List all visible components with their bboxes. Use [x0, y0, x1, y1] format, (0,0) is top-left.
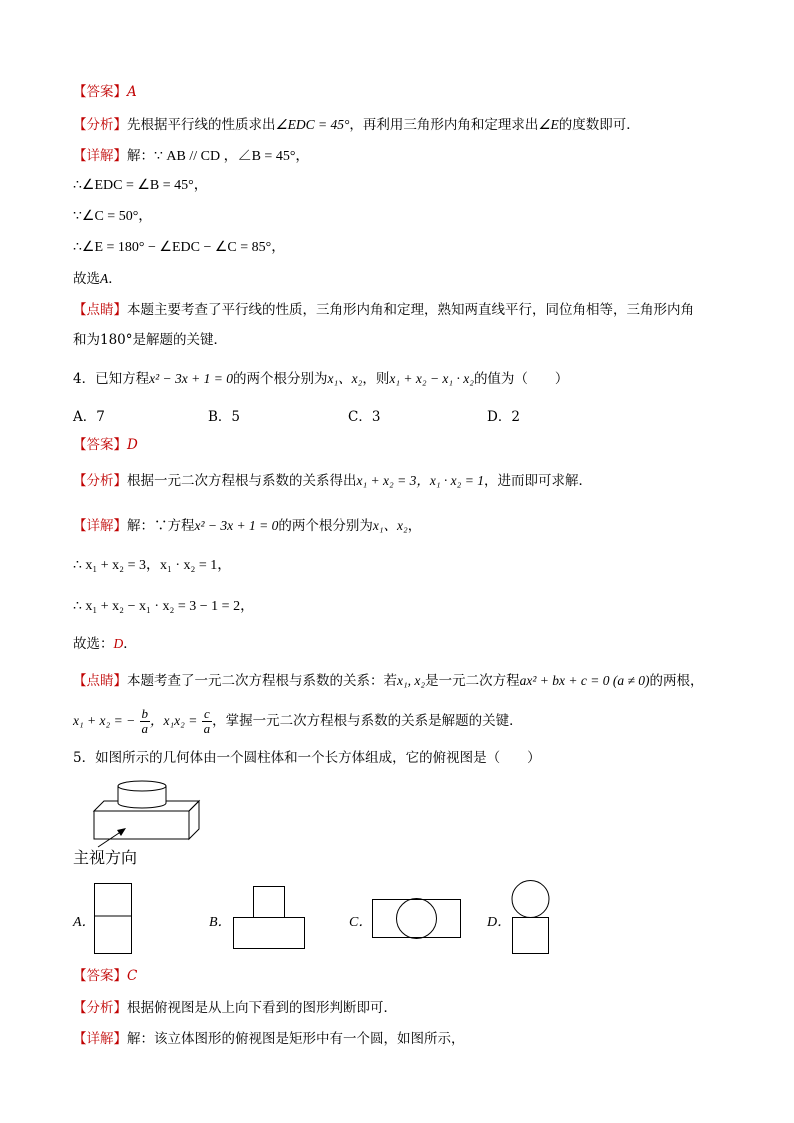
q5-option-a-figure: [92, 882, 134, 956]
analysis-tag: 【分析】: [73, 473, 127, 489]
lower-rectangle: [234, 918, 305, 949]
detail-equation: x² − 3x + 1 = 0: [194, 518, 279, 533]
answer-value: A: [127, 84, 137, 100]
choose-end: ．: [108, 271, 122, 287]
q5-option-a-label: A．: [73, 915, 96, 930]
detail-roots: x₁、x₂: [372, 518, 408, 533]
detail-text: 解：∵方程: [127, 518, 195, 534]
outer-rectangle: [373, 900, 461, 938]
comment-tag: 【点睛】: [73, 302, 127, 318]
analysis-tag: 【分析】: [73, 117, 127, 133]
q3-step-2: ∵∠C = 50°，: [73, 209, 153, 224]
upper-square: [254, 887, 285, 918]
analysis-text: 先根据平行线的性质求出: [127, 117, 276, 133]
analysis-text: 根据俯视图是从上向下看到的图形判断即可．: [127, 1000, 397, 1016]
detail-formula: ∵ AB // CD ，∠B = 45°，: [154, 149, 310, 164]
vieta-sum: x₁ + x₂ = −: [73, 713, 136, 728]
q4-detail-line: [73, 517, 421, 535]
q4-answer-line: [73, 436, 138, 454]
answer-value: C: [127, 968, 138, 984]
q5-option-b-figure: [231, 885, 307, 951]
detail-lead: 解：: [127, 148, 154, 164]
solid-figure: [90, 776, 210, 848]
comment-text: 本题考查了一元二次方程根与系数的关系：若: [127, 673, 397, 689]
outer-rectangle: [95, 884, 132, 954]
q4-step-1: ∴ x₁ + x₂ = 3，x₁ · x₂ = 1，: [73, 558, 232, 573]
answer-value: D: [127, 437, 138, 453]
fraction-denominator: a: [203, 721, 211, 736]
q3-analysis-line: [73, 116, 640, 134]
cylinder-top: [118, 781, 166, 791]
q5-stem: 5．如图所示的几何体由一个圆柱体和一个长方体组成，它的俯视图是（ ）: [73, 750, 541, 766]
q4-option-c: C．3: [348, 409, 381, 425]
q4-comment-formula-line: [73, 706, 523, 736]
analysis-text: ，再利用三角形内角和定理求出: [349, 117, 539, 133]
analysis-tag: 【分析】: [73, 1000, 127, 1016]
comment-equation: ax² + bx + c = 0 (a ≠ 0): [519, 673, 650, 688]
detail-tag: 【详解】: [73, 518, 127, 534]
q4-option-d: D．2: [487, 409, 520, 425]
comment-text: 的两根，: [649, 673, 704, 689]
analysis-text: 根据一元二次方程根与系数的关系得出: [127, 473, 357, 489]
stem-text: 4．已知方程: [73, 371, 150, 387]
fraction-b-over-a: [140, 707, 151, 736]
analysis-formula: ∠EDC = 45°: [275, 117, 350, 132]
fraction-c-over-a: [202, 707, 213, 736]
inner-circle: [397, 899, 437, 939]
comment-text: 本题主要考查了平行线的性质，三角形内角和定理，熟知两直线平行，同位角相等，三角形内角: [127, 302, 694, 318]
answer-tag: 【答案】: [73, 968, 127, 984]
view-direction-label: 主视方向: [73, 848, 138, 867]
q4-option-a: A．7: [73, 409, 105, 425]
q5-option-c-label: C．: [349, 915, 373, 930]
choose-letter: A: [100, 271, 109, 286]
stem-text: ，则: [362, 371, 390, 387]
choose-letter: D: [113, 636, 124, 651]
comment-roots: x₁, x₂: [397, 673, 426, 688]
q4-option-b: B．5: [208, 409, 241, 425]
q5-answer-line: [73, 967, 137, 985]
q5-option-c-figure: [370, 897, 464, 941]
detail-tag: 【详解】: [73, 1031, 127, 1047]
detail-tag: 【详解】: [73, 148, 127, 164]
answer-tag: 【答案】: [73, 84, 127, 100]
q3-step-1: ∴∠EDC = ∠B = 45°，: [73, 178, 208, 193]
box-right-face: [189, 801, 199, 839]
fraction-numerator: c: [202, 707, 213, 722]
detail-text: ，: [407, 518, 422, 534]
stem-text: 的两个根分别为: [232, 371, 328, 387]
q5-option-d-label: D．: [487, 915, 512, 930]
q4-choose-line: [73, 635, 137, 653]
q5-option-d-figure: [508, 879, 554, 957]
q4-stem: [73, 370, 568, 388]
choose-text: 故选：: [73, 636, 114, 652]
lower-square: [513, 918, 549, 954]
q4-step-2: ∴ x₁ + x₂ − x₁ · x₂ = 3 − 1 = 2，: [73, 599, 255, 614]
comment-text: ，掌握一元二次方程根与系数的关系是解题的关键．: [212, 713, 523, 729]
stem-equation: x² − 3x + 1 = 0: [149, 371, 233, 386]
q3-comment-line: [73, 301, 694, 319]
comment-text: 是一元二次方程: [425, 673, 520, 689]
q5-option-b-label: B．: [209, 915, 232, 930]
choose-text: 故选: [73, 271, 100, 287]
analysis-formula: ∠E: [538, 117, 559, 132]
arrow-head: [117, 828, 126, 836]
q4-analysis-line: [73, 472, 592, 490]
q3-detail-line: [73, 147, 309, 166]
stem-expression: x₁ + x₂ − x₁ · x₂: [389, 371, 474, 386]
detail-text: 的两个根分别为: [278, 518, 373, 534]
q3-answer-line: [73, 83, 137, 101]
analysis-text: ，进而即可求解．: [483, 473, 592, 489]
fraction-numerator: b: [141, 706, 148, 721]
vieta-product: ，x₁x₂ =: [150, 713, 198, 728]
comment-tag: 【点睛】: [73, 673, 127, 689]
q5-detail-line: [73, 1030, 465, 1048]
q3-choose-line: [73, 270, 122, 288]
analysis-text: 的度数即可．: [558, 117, 640, 133]
q3-comment-line-2: 和为180°是解题的关键．: [73, 332, 228, 348]
fraction-denominator: a: [141, 721, 148, 736]
q3-step-3: ∴∠E = 180° − ∠EDC − ∠C = 85°，: [73, 240, 286, 255]
analysis-formula: x₁ + x₂ = 3，x₁ · x₂ = 1: [356, 473, 484, 488]
box-front-face: [94, 811, 189, 839]
q5-analysis-line: [73, 999, 397, 1017]
stem-text: 的值为（ ）: [473, 371, 569, 387]
q4-comment-line: [73, 672, 704, 690]
choose-end: ．: [123, 636, 137, 652]
upper-circle: [512, 881, 549, 918]
answer-tag: 【答案】: [73, 437, 127, 453]
stem-roots: x₁、x₂: [327, 371, 363, 386]
detail-text: 解：该立体图形的俯视图是矩形中有一个圆，如图所示，: [127, 1031, 465, 1047]
